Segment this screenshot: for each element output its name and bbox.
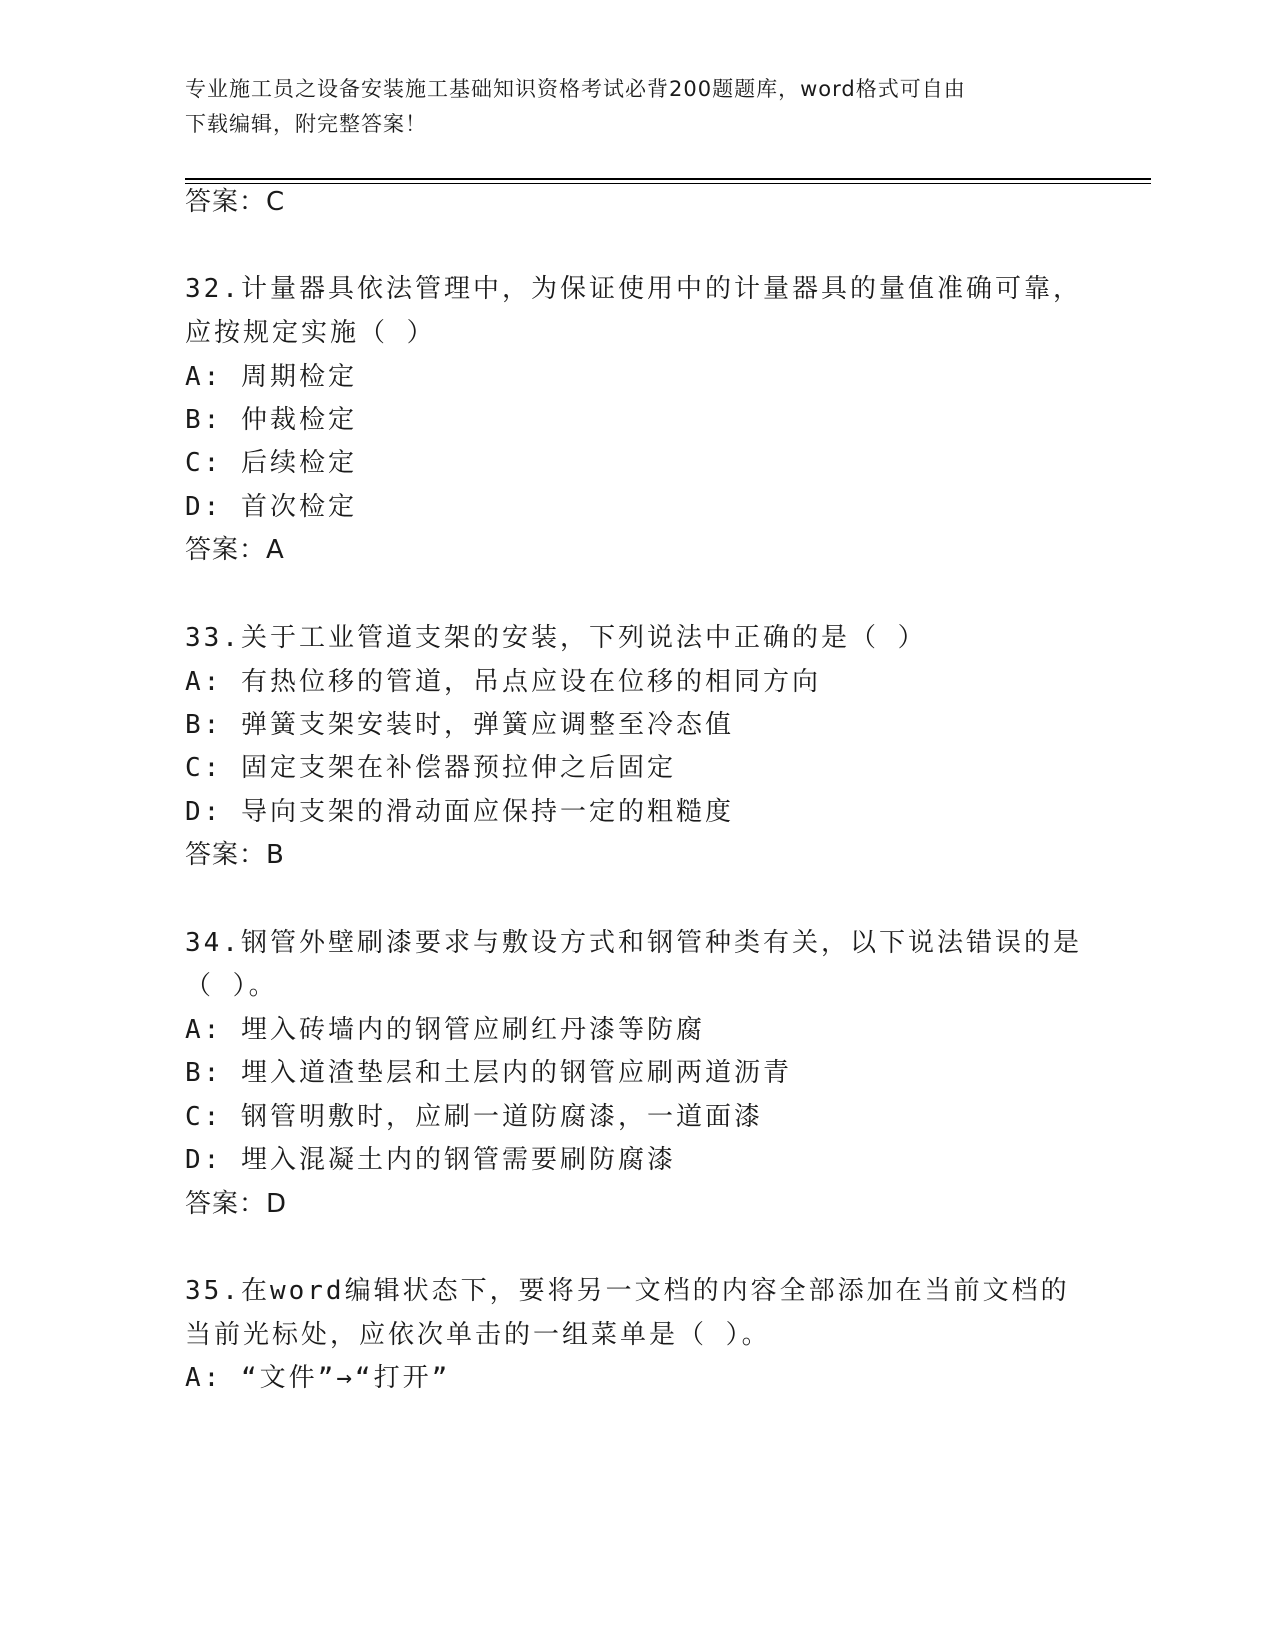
- header-rule-thin: [185, 183, 1151, 184]
- q32-option-a: A: 周期检定: [185, 362, 357, 392]
- q32-stem-line-2: 应按规定实施（ ）: [185, 318, 436, 348]
- header-line-1: 专业施工员之设备安装施工基础知识资格考试必背200题题库，word格式可自由: [185, 77, 966, 101]
- q32-option-c: C: 后续检定: [185, 448, 357, 478]
- q32-answer: 答案：A: [185, 535, 285, 565]
- header-line-2: 下载编辑，附完整答案！: [185, 112, 427, 136]
- q34-option-c: C: 钢管明敷时，应刷一道防腐漆，一道面漆: [185, 1102, 763, 1132]
- q33-option-d: D: 导向支架的滑动面应保持一定的粗糙度: [185, 797, 734, 827]
- q32-stem-line-1: 32.计量器具依法管理中，为保证使用中的计量器具的量值准确可靠，: [185, 274, 1082, 304]
- q35-option-a: A: “文件”→“打开”: [185, 1363, 451, 1393]
- q34-stem-line-1: 34.钢管外壁刷漆要求与敷设方式和钢管种类有关，以下说法错误的是: [185, 928, 1082, 958]
- q33-option-c: C: 固定支架在补偿器预拉伸之后固定: [185, 753, 676, 783]
- q34-answer: 答案：D: [185, 1189, 288, 1219]
- q35-stem-line-1: 35.在word编辑状态下，要将另一文档的内容全部添加在当前文档的: [185, 1276, 1070, 1306]
- q34-option-a: A: 埋入砖墙内的钢管应刷红丹漆等防腐: [185, 1015, 705, 1045]
- header-rule-thick: [185, 178, 1151, 180]
- q32-option-d: D: 首次检定: [185, 492, 357, 522]
- q32-option-b: B: 仲裁检定: [185, 405, 357, 435]
- q33-option-b: B: 弹簧支架安装时，弹簧应调整至冷态值: [185, 710, 734, 740]
- q33-answer: 答案：B: [185, 840, 285, 870]
- answer-31: 答案：C: [185, 187, 286, 217]
- q35-stem-line-2: 当前光标处，应依次单击的一组菜单是（ ）。: [185, 1320, 771, 1350]
- q34-stem-line-2: （ ）。: [185, 971, 278, 1001]
- document-header: [185, 72, 1085, 142]
- q34-option-d: D: 埋入混凝土内的钢管需要刷防腐漆: [185, 1145, 676, 1175]
- q33-stem-line-1: 33.关于工业管道支架的安装，下列说法中正确的是（ ）: [185, 623, 927, 653]
- q33-option-a: A: 有热位移的管道，吊点应设在位移的相同方向: [185, 667, 821, 697]
- q34-option-b: B: 埋入道渣垫层和土层内的钢管应刷两道沥青: [185, 1058, 792, 1088]
